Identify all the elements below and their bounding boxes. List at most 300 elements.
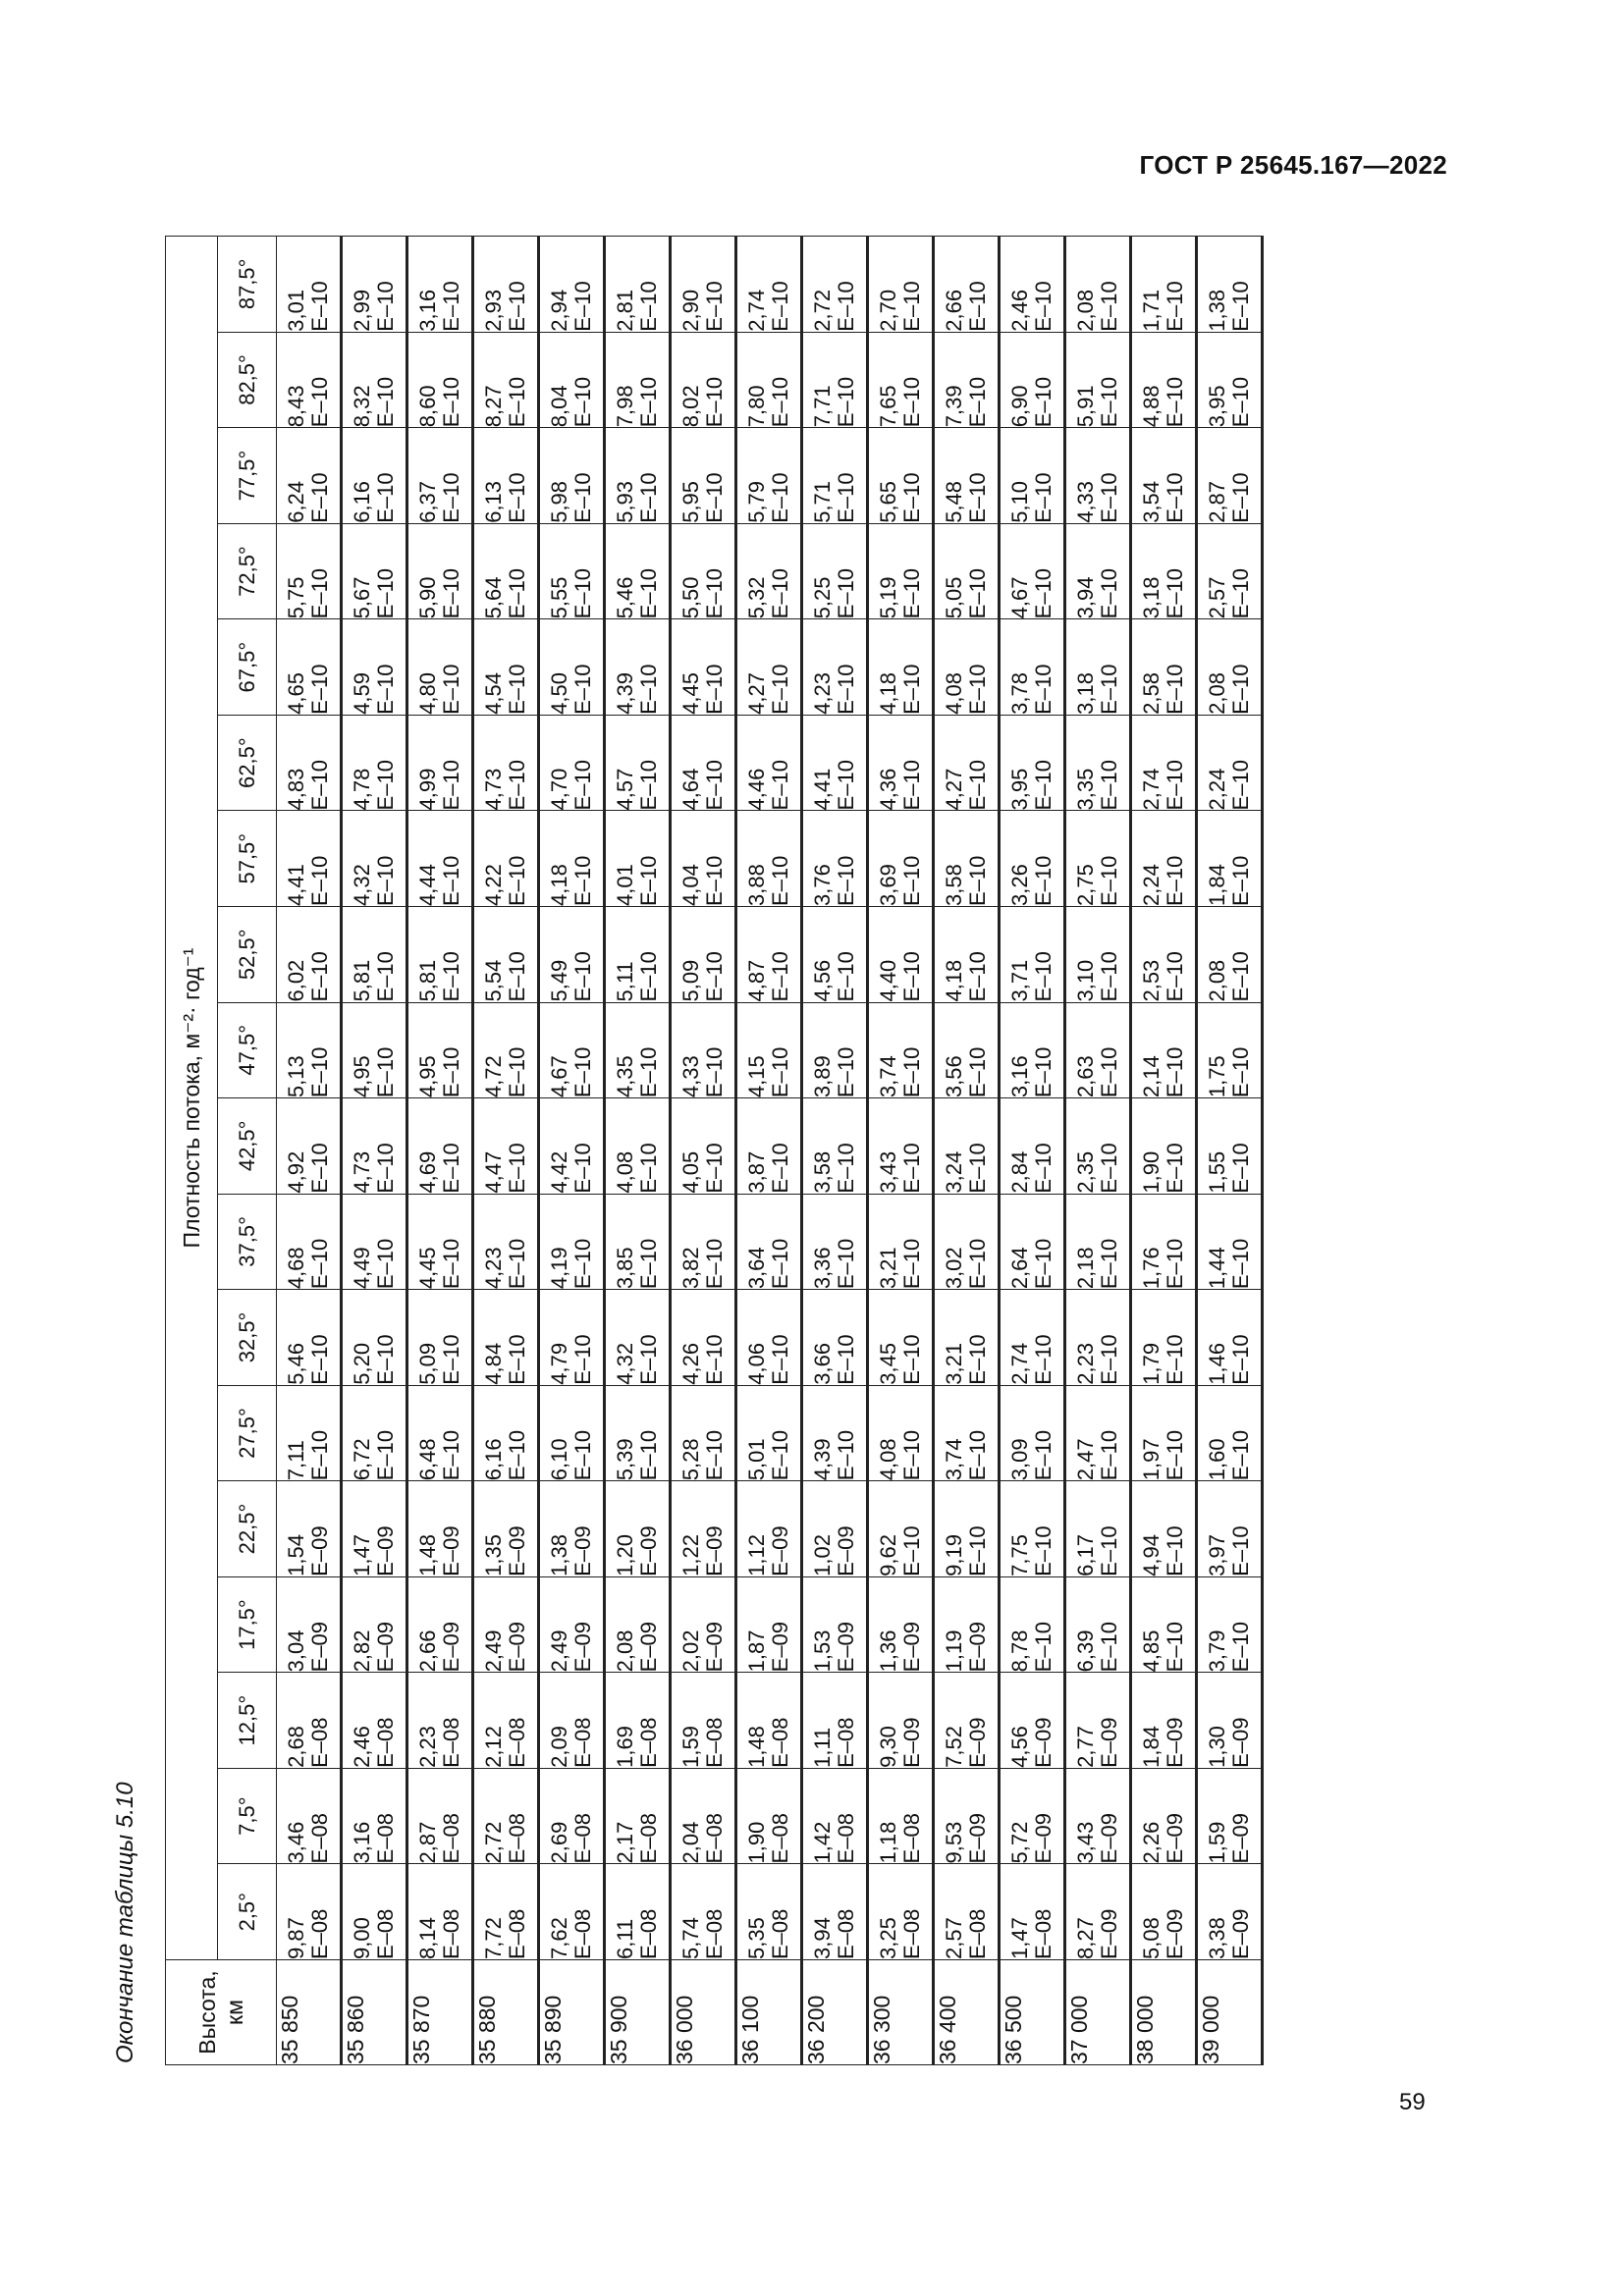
- flux-value-cell: 9,30 E–09: [868, 1673, 934, 1769]
- flux-value-cell: 4,44 E–10: [407, 811, 473, 907]
- flux-value-cell: 3,26 E–10: [1000, 811, 1065, 907]
- flux-value-cell: 2,63 E–10: [1065, 1002, 1131, 1098]
- flux-value-cell: 1,84 E–10: [1197, 811, 1263, 907]
- flux-value-cell: 4,33 E–10: [671, 1002, 736, 1098]
- flux-value-cell: 8,14 E–08: [407, 1864, 473, 1960]
- flux-value-cell: 3,21 E–10: [934, 1290, 1000, 1386]
- flux-value-cell: 2,66 E–09: [407, 1576, 473, 1673]
- flux-value-cell: 2,26 E–09: [1131, 1768, 1197, 1864]
- flux-value-cell: 8,27 E–10: [473, 332, 539, 428]
- flux-value-cell: 3,82 E–10: [671, 1194, 736, 1290]
- flux-value-cell: 3,78 E–10: [1000, 619, 1065, 716]
- flux-value-cell: 7,39 E–10: [934, 332, 1000, 428]
- flux-value-cell: 8,27 E–09: [1065, 1864, 1131, 1960]
- angle-header: 57,5°: [218, 811, 277, 907]
- flux-value-cell: 4,35 E–10: [605, 1002, 671, 1098]
- flux-value-cell: 4,83 E–10: [277, 715, 342, 811]
- flux-value-cell: 5,20 E–10: [342, 1290, 407, 1386]
- flux-value-cell: 2,35 E–10: [1065, 1098, 1131, 1195]
- flux-value-cell: 2,70 E–10: [868, 237, 934, 333]
- flux-value-cell: 4,67 E–10: [1000, 523, 1065, 619]
- flux-value-cell: 4,47 E–10: [473, 1098, 539, 1195]
- flux-value-cell: 7,62 E–08: [539, 1864, 605, 1960]
- table-row: [277, 237, 342, 2065]
- flux-value-cell: 4,18 E–10: [539, 811, 605, 907]
- flux-value-cell: 4,45 E–10: [407, 1194, 473, 1290]
- height-cell: 38 000: [1131, 1960, 1197, 2065]
- flux-value-cell: 5,32 E–10: [736, 523, 802, 619]
- flux-value-cell: 4,85 E–10: [1131, 1576, 1197, 1673]
- flux-value-cell: 3,85 E–10: [605, 1194, 671, 1290]
- flux-value-cell: 3,16 E–10: [1000, 1002, 1065, 1098]
- flux-value-cell: 2,24 E–10: [1131, 811, 1197, 907]
- page-number: 59: [1399, 2089, 1426, 2115]
- flux-value-cell: 5,09 E–10: [407, 1290, 473, 1386]
- flux-value-cell: 1,38 E–09: [539, 1481, 605, 1577]
- flux-value-cell: 4,79 E–10: [539, 1290, 605, 1386]
- flux-value-cell: 2,72 E–10: [802, 237, 868, 333]
- flux-value-cell: 8,60 E–10: [407, 332, 473, 428]
- flux-value-cell: 3,24 E–10: [934, 1098, 1000, 1195]
- flux-value-cell: 3,58 E–10: [802, 1098, 868, 1195]
- flux-value-cell: 3,45 E–10: [868, 1290, 934, 1386]
- height-cell: 36 500: [1000, 1960, 1065, 2065]
- flux-value-cell: 1,53 E–09: [802, 1576, 868, 1673]
- flux-value-cell: 4,69 E–10: [407, 1098, 473, 1195]
- flux-value-cell: 2,14 E–10: [1131, 1002, 1197, 1098]
- flux-value-cell: 5,35 E–08: [736, 1864, 802, 1960]
- flux-value-cell: 4,23 E–10: [473, 1194, 539, 1290]
- flux-value-cell: 5,75 E–10: [277, 523, 342, 619]
- flux-value-cell: 7,80 E–10: [736, 332, 802, 428]
- flux-value-cell: 5,54 E–10: [473, 906, 539, 1002]
- flux-value-cell: 6,17 E–10: [1065, 1481, 1131, 1577]
- flux-value-cell: 2,17 E–08: [605, 1768, 671, 1864]
- flux-value-cell: 6,16 E–10: [342, 428, 407, 524]
- flux-value-cell: 5,19 E–10: [868, 523, 934, 619]
- flux-value-cell: 4,39 E–10: [605, 619, 671, 716]
- flux-value-cell: 4,27 E–10: [934, 715, 1000, 811]
- flux-value-cell: 4,46 E–10: [736, 715, 802, 811]
- angle-header: 82,5°: [218, 332, 277, 428]
- flux-value-cell: 1,46 E–10: [1197, 1290, 1263, 1386]
- flux-value-cell: 2,24 E–10: [1197, 715, 1263, 811]
- angle-header: 17,5°: [218, 1576, 277, 1673]
- table-caption: Окончание таблицы 5.10: [112, 1782, 138, 2063]
- flux-value-cell: 5,46 E–10: [605, 523, 671, 619]
- flux-value-cell: 3,74 E–10: [934, 1385, 1000, 1481]
- flux-value-cell: 5,39 E–10: [605, 1385, 671, 1481]
- flux-value-cell: 5,93 E–10: [605, 428, 671, 524]
- flux-value-cell: 1,48 E–09: [407, 1481, 473, 1577]
- flux-value-cell: 5,13 E–10: [277, 1002, 342, 1098]
- flux-value-cell: 5,01 E–10: [736, 1385, 802, 1481]
- flux-value-cell: 1,20 E–09: [605, 1481, 671, 1577]
- flux-value-cell: 2,23 E–08: [407, 1673, 473, 1769]
- flux-value-cell: 3,64 E–10: [736, 1194, 802, 1290]
- flux-value-cell: 4,88 E–10: [1131, 332, 1197, 428]
- angle-header: 87,5°: [218, 237, 277, 333]
- flux-value-cell: 4,84 E–10: [473, 1290, 539, 1386]
- flux-value-cell: 3,25 E–08: [868, 1864, 934, 1960]
- flux-value-cell: 2,53 E–10: [1131, 906, 1197, 1002]
- flux-value-cell: 6,16 E–10: [473, 1385, 539, 1481]
- flux-value-cell: 4,08 E–10: [934, 619, 1000, 716]
- flux-value-cell: 7,98 E–10: [605, 332, 671, 428]
- flux-value-cell: 4,36 E–10: [868, 715, 934, 811]
- flux-value-cell: 1,02 E–09: [802, 1481, 868, 1577]
- flux-value-cell: 2,69 E–08: [539, 1768, 605, 1864]
- flux-value-cell: 3,16 E–08: [342, 1768, 407, 1864]
- flux-value-cell: 6,37 E–10: [407, 428, 473, 524]
- angle-header: 52,5°: [218, 906, 277, 1002]
- flux-value-cell: 2,87 E–10: [1197, 428, 1263, 524]
- flux-value-cell: 4,56 E–10: [802, 906, 868, 1002]
- flux-value-cell: 9,87 E–08: [277, 1864, 342, 1960]
- flux-value-cell: 6,11 E–08: [605, 1864, 671, 1960]
- flux-value-cell: 4,67 E–10: [539, 1002, 605, 1098]
- flux-value-cell: 3,95 E–10: [1000, 715, 1065, 811]
- flux-value-cell: 2,02 E–09: [671, 1576, 736, 1673]
- flux-value-cell: 4,50 E–10: [539, 619, 605, 716]
- rotated-table-container: [165, 236, 1306, 2065]
- flux-value-cell: 1,47 E–09: [342, 1481, 407, 1577]
- flux-value-cell: 1,18 E–08: [868, 1768, 934, 1864]
- height-cell: 35 890: [539, 1960, 605, 2065]
- flux-value-cell: 2,57 E–08: [934, 1864, 1000, 1960]
- flux-value-cell: 4,72 E–10: [473, 1002, 539, 1098]
- flux-value-cell: 4,68 E–10: [277, 1194, 342, 1290]
- flux-value-cell: 3,87 E–10: [736, 1098, 802, 1195]
- flux-value-cell: 5,50 E–10: [671, 523, 736, 619]
- flux-value-cell: 5,72 E–09: [1000, 1768, 1065, 1864]
- flux-value-cell: 2,74 E–10: [736, 237, 802, 333]
- flux-value-cell: 2,94 E–10: [539, 237, 605, 333]
- flux-value-cell: 5,91 E–10: [1065, 332, 1131, 428]
- flux-value-cell: 3,10 E–10: [1065, 906, 1131, 1002]
- flux-value-cell: 5,65 E–10: [868, 428, 934, 524]
- flux-value-cell: 3,18 E–10: [1065, 619, 1131, 716]
- flux-value-cell: 5,90 E–10: [407, 523, 473, 619]
- flux-value-cell: 5,25 E–10: [802, 523, 868, 619]
- height-cell: 36 300: [868, 1960, 934, 2065]
- flux-value-cell: 2,46 E–08: [342, 1673, 407, 1769]
- flux-value-cell: 4,57 E–10: [605, 715, 671, 811]
- flux-value-cell: 4,18 E–10: [868, 619, 934, 716]
- table-row: [1000, 237, 1065, 2065]
- flux-value-cell: 2,74 E–10: [1000, 1290, 1065, 1386]
- flux-value-cell: 2,93 E–10: [473, 237, 539, 333]
- flux-value-cell: 5,81 E–10: [342, 906, 407, 1002]
- flux-value-cell: 2,81 E–10: [605, 237, 671, 333]
- flux-value-cell: 6,24 E–10: [277, 428, 342, 524]
- flux-value-cell: 5,95 E–10: [671, 428, 736, 524]
- height-column-header: Высота, км: [166, 1960, 277, 2065]
- flux-value-cell: 4,95 E–10: [407, 1002, 473, 1098]
- flux-value-cell: 2,49 E–09: [539, 1576, 605, 1673]
- flux-value-cell: 4,49 E–10: [342, 1194, 407, 1290]
- flux-value-cell: 4,99 E–10: [407, 715, 473, 811]
- flux-value-cell: 6,72 E–10: [342, 1385, 407, 1481]
- flux-value-cell: 1,48 E–08: [736, 1673, 802, 1769]
- angle-header: 47,5°: [218, 1002, 277, 1098]
- flux-value-cell: 6,10 E–10: [539, 1385, 605, 1481]
- flux-value-cell: 4,08 E–10: [605, 1098, 671, 1195]
- flux-value-cell: 4,54 E–10: [473, 619, 539, 716]
- flux-value-cell: 4,01 E–10: [605, 811, 671, 907]
- height-cell: 35 860: [342, 1960, 407, 2065]
- flux-value-cell: 4,64 E–10: [671, 715, 736, 811]
- flux-value-cell: 6,13 E–10: [473, 428, 539, 524]
- flux-value-cell: 4,27 E–10: [736, 619, 802, 716]
- flux-value-cell: 7,52 E–09: [934, 1673, 1000, 1769]
- flux-value-cell: 3,97 E–10: [1197, 1481, 1263, 1577]
- flux-value-cell: 2,49 E–09: [473, 1576, 539, 1673]
- flux-value-cell: 5,64 E–10: [473, 523, 539, 619]
- flux-value-cell: 1,84 E–09: [1131, 1673, 1197, 1769]
- flux-value-cell: 1,87 E–09: [736, 1576, 802, 1673]
- flux-value-cell: 2,87 E–08: [407, 1768, 473, 1864]
- flux-value-cell: 3,38 E–09: [1197, 1864, 1263, 1960]
- height-cell: 35 900: [605, 1960, 671, 2065]
- flux-value-cell: 2,75 E–10: [1065, 811, 1131, 907]
- flux-value-cell: 4,32 E–10: [342, 811, 407, 907]
- flux-value-cell: 3,09 E–10: [1000, 1385, 1065, 1481]
- flux-value-cell: 4,05 E–10: [671, 1098, 736, 1195]
- flux-value-cell: 1,69 E–08: [605, 1673, 671, 1769]
- angle-header: 42,5°: [218, 1098, 277, 1195]
- flux-value-cell: 1,90 E–08: [736, 1768, 802, 1864]
- flux-value-cell: 4,08 E–10: [868, 1385, 934, 1481]
- flux-value-cell: 9,00 E–08: [342, 1864, 407, 1960]
- flux-value-cell: 4,56 E–09: [1000, 1673, 1065, 1769]
- table-header-row-main: [166, 237, 218, 2065]
- table-row: [605, 237, 671, 2065]
- flux-value-cell: 5,98 E–10: [539, 428, 605, 524]
- table-row: [671, 237, 736, 2065]
- flux-value-cell: 7,72 E–08: [473, 1864, 539, 1960]
- flux-value-cell: 4,18 E–10: [934, 906, 1000, 1002]
- flux-value-cell: 2,08 E–10: [1197, 906, 1263, 1002]
- flux-value-cell: 1,90 E–10: [1131, 1098, 1197, 1195]
- flux-value-cell: 3,88 E–10: [736, 811, 802, 907]
- flux-value-cell: 2,82 E–09: [342, 1576, 407, 1673]
- flux-value-cell: 4,41 E–10: [277, 811, 342, 907]
- flux-value-cell: 3,16 E–10: [407, 237, 473, 333]
- angle-header: 2,5°: [218, 1864, 277, 1960]
- height-cell: 35 880: [473, 1960, 539, 2065]
- flux-value-cell: 1,38 E–10: [1197, 237, 1263, 333]
- flux-value-cell: 4,95 E–10: [342, 1002, 407, 1098]
- flux-value-cell: 8,04 E–10: [539, 332, 605, 428]
- flux-value-cell: 3,71 E–10: [1000, 906, 1065, 1002]
- flux-value-cell: 3,04 E–09: [277, 1576, 342, 1673]
- angle-header: 67,5°: [218, 619, 277, 716]
- angle-header: 77,5°: [218, 428, 277, 524]
- flux-value-cell: 3,76 E–10: [802, 811, 868, 907]
- flux-value-cell: 7,75 E–10: [1000, 1481, 1065, 1577]
- angle-header: 22,5°: [218, 1481, 277, 1577]
- flux-value-cell: 4,22 E–10: [473, 811, 539, 907]
- flux-value-cell: 4,94 E–10: [1131, 1481, 1197, 1577]
- flux-value-cell: 2,68 E–08: [277, 1673, 342, 1769]
- flux-value-cell: 3,21 E–10: [868, 1194, 934, 1290]
- flux-value-cell: 5,49 E–10: [539, 906, 605, 1002]
- table-body: [277, 237, 1263, 2065]
- flux-value-cell: 1,12 E–09: [736, 1481, 802, 1577]
- document-id-header: ГОСТ Р 25645.167—2022: [1139, 150, 1447, 180]
- flux-value-cell: 1,97 E–10: [1131, 1385, 1197, 1481]
- angle-header: 62,5°: [218, 715, 277, 811]
- flux-value-cell: 2,47 E–10: [1065, 1385, 1131, 1481]
- flux-value-cell: 6,90 E–10: [1000, 332, 1065, 428]
- flux-value-cell: 2,99 E–10: [342, 237, 407, 333]
- height-cell: 36 100: [736, 1960, 802, 2065]
- flux-value-cell: 4,06 E–10: [736, 1290, 802, 1386]
- flux-value-cell: 2,08 E–10: [1065, 237, 1131, 333]
- flux-value-cell: 3,43 E–09: [1065, 1768, 1131, 1864]
- flux-value-cell: 2,57 E–10: [1197, 523, 1263, 619]
- flux-value-cell: 4,73 E–10: [473, 715, 539, 811]
- flux-value-cell: 2,77 E–09: [1065, 1673, 1131, 1769]
- table-row: [802, 237, 868, 2065]
- flux-value-cell: 9,19 E–10: [934, 1481, 1000, 1577]
- height-cell: 39 000: [1197, 1960, 1263, 2065]
- flux-value-cell: 2,74 E–10: [1131, 715, 1197, 811]
- flux-value-cell: 1,55 E–10: [1197, 1098, 1263, 1195]
- flux-value-cell: 2,08 E–09: [605, 1576, 671, 1673]
- flux-value-cell: 3,18 E–10: [1131, 523, 1197, 619]
- flux-value-cell: 4,26 E–10: [671, 1290, 736, 1386]
- angle-header: 72,5°: [218, 523, 277, 619]
- table-row: [736, 237, 802, 2065]
- flux-value-cell: 5,11 E–10: [605, 906, 671, 1002]
- flux-value-cell: 9,53 E–09: [934, 1768, 1000, 1864]
- table-row: [934, 237, 1000, 2065]
- flux-value-cell: 6,48 E–10: [407, 1385, 473, 1481]
- flux-value-cell: 4,39 E–10: [802, 1385, 868, 1481]
- flux-value-cell: 3,69 E–10: [868, 811, 934, 907]
- flux-value-cell: 5,79 E–10: [736, 428, 802, 524]
- height-cell: 36 200: [802, 1960, 868, 2065]
- flux-value-cell: 3,94 E–08: [802, 1864, 868, 1960]
- angle-header: 7,5°: [218, 1768, 277, 1864]
- flux-value-cell: 2,58 E–10: [1131, 619, 1197, 716]
- flux-value-cell: 4,80 E–10: [407, 619, 473, 716]
- flux-value-cell: 5,71 E–10: [802, 428, 868, 524]
- flux-value-cell: 1,76 E–10: [1131, 1194, 1197, 1290]
- flux-value-cell: 5,55 E–10: [539, 523, 605, 619]
- flux-value-cell: 5,67 E–10: [342, 523, 407, 619]
- flux-value-cell: 2,18 E–10: [1065, 1194, 1131, 1290]
- flux-value-cell: 3,94 E–10: [1065, 523, 1131, 619]
- flux-value-cell: 5,48 E–10: [934, 428, 1000, 524]
- flux-value-cell: 2,90 E–10: [671, 237, 736, 333]
- flux-value-cell: 4,15 E–10: [736, 1002, 802, 1098]
- flux-value-cell: 3,58 E–10: [934, 811, 1000, 907]
- flux-value-cell: 2,64 E–10: [1000, 1194, 1065, 1290]
- flux-value-cell: 5,28 E–10: [671, 1385, 736, 1481]
- flux-value-cell: 7,71 E–10: [802, 332, 868, 428]
- flux-value-cell: 3,35 E–10: [1065, 715, 1131, 811]
- flux-value-cell: 3,74 E–10: [868, 1002, 934, 1098]
- flux-value-cell: 1,47 E–08: [1000, 1864, 1065, 1960]
- flux-value-cell: 3,43 E–10: [868, 1098, 934, 1195]
- flux-value-cell: 4,87 E–10: [736, 906, 802, 1002]
- angle-header: 32,5°: [218, 1290, 277, 1386]
- flux-value-cell: 3,02 E–10: [934, 1194, 1000, 1290]
- flux-value-cell: 5,81 E–10: [407, 906, 473, 1002]
- flux-value-cell: 3,95 E–10: [1197, 332, 1263, 428]
- flux-value-cell: 4,33 E–10: [1065, 428, 1131, 524]
- flux-value-cell: 3,01 E–10: [277, 237, 342, 333]
- height-cell: 36 000: [671, 1960, 736, 2065]
- table-row: [473, 237, 539, 2065]
- flux-value-cell: 1,35 E–09: [473, 1481, 539, 1577]
- flux-value-cell: 1,19 E–09: [934, 1576, 1000, 1673]
- flux-value-cell: 8,32 E–10: [342, 332, 407, 428]
- flux-value-cell: 8,02 E–10: [671, 332, 736, 428]
- flux-value-cell: 2,72 E–08: [473, 1768, 539, 1864]
- flux-value-cell: 2,04 E–08: [671, 1768, 736, 1864]
- flux-value-cell: 2,12 E–08: [473, 1673, 539, 1769]
- flux-value-cell: 6,39 E–10: [1065, 1576, 1131, 1673]
- flux-value-cell: 2,46 E–10: [1000, 237, 1065, 333]
- flux-value-cell: 8,78 E–10: [1000, 1576, 1065, 1673]
- flux-value-cell: 1,79 E–10: [1131, 1290, 1197, 1386]
- flux-value-cell: 4,59 E–10: [342, 619, 407, 716]
- flux-density-table: [165, 236, 1264, 2065]
- flux-value-cell: 1,22 E–09: [671, 1481, 736, 1577]
- table-row: [1065, 237, 1131, 2065]
- flux-value-cell: 1,30 E–09: [1197, 1673, 1263, 1769]
- flux-value-cell: 1,11 E–08: [802, 1673, 868, 1769]
- flux-value-cell: 1,36 E–09: [868, 1576, 934, 1673]
- flux-value-cell: 2,09 E–08: [539, 1673, 605, 1769]
- flux-value-cell: 4,45 E–10: [671, 619, 736, 716]
- flux-value-cell: 6,02 E–10: [277, 906, 342, 1002]
- flux-density-header: Плотность потока, м⁻²· год⁻¹: [166, 237, 218, 1960]
- flux-value-cell: 5,05 E–10: [934, 523, 1000, 619]
- table-row: [407, 237, 473, 2065]
- flux-value-cell: 3,66 E–10: [802, 1290, 868, 1386]
- flux-value-cell: 4,19 E–10: [539, 1194, 605, 1290]
- angle-header: 37,5°: [218, 1194, 277, 1290]
- flux-value-cell: 4,04 E–10: [671, 811, 736, 907]
- flux-value-cell: 4,40 E–10: [868, 906, 934, 1002]
- flux-value-cell: 4,23 E–10: [802, 619, 868, 716]
- angle-header: 27,5°: [218, 1385, 277, 1481]
- flux-value-cell: 5,46 E–10: [277, 1290, 342, 1386]
- flux-value-cell: 4,41 E–10: [802, 715, 868, 811]
- flux-value-cell: 4,73 E–10: [342, 1098, 407, 1195]
- flux-value-cell: 3,36 E–10: [802, 1194, 868, 1290]
- flux-value-cell: 8,43 E–10: [277, 332, 342, 428]
- flux-value-cell: 4,65 E–10: [277, 619, 342, 716]
- height-cell: 37 000: [1065, 1960, 1131, 2065]
- flux-value-cell: 1,75 E–10: [1197, 1002, 1263, 1098]
- flux-value-cell: 4,78 E–10: [342, 715, 407, 811]
- flux-value-cell: 5,10 E–10: [1000, 428, 1065, 524]
- flux-value-cell: 4,32 E–10: [605, 1290, 671, 1386]
- flux-value-cell: 1,54 E–09: [277, 1481, 342, 1577]
- angle-header: 12,5°: [218, 1673, 277, 1769]
- table-row: [342, 237, 407, 2065]
- flux-value-cell: 1,60 E–10: [1197, 1385, 1263, 1481]
- flux-value-cell: 4,70 E–10: [539, 715, 605, 811]
- flux-value-cell: 1,44 E–10: [1197, 1194, 1263, 1290]
- flux-value-cell: 1,59 E–08: [671, 1673, 736, 1769]
